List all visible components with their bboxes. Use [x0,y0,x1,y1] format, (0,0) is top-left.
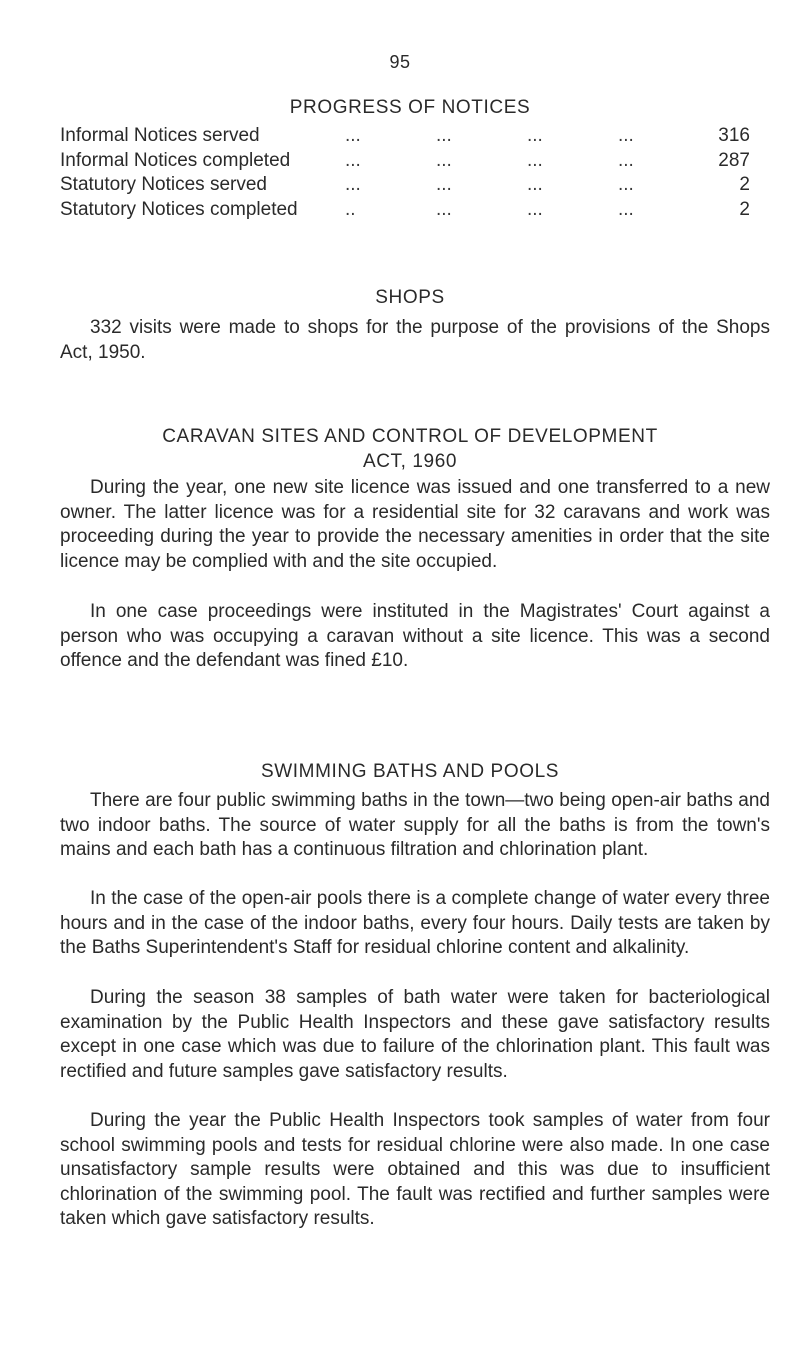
caravan-paragraph: During the year, one new site licence was issued and one transferred to a new owner. The latter licence was for a residential site for 32 caravans and work was proceeding during the year to provide the necessary amenities in order that the site licence may be complied with and the site occupied. [60,477,770,572]
notice-label: Informal Notices completed [60,149,291,171]
leader-dots: ... ... ... ... [345,125,634,146]
notice-label: Informal Notices served [60,125,260,146]
swimming-heading: SWIMMING BATHS AND POOLS [260,761,560,782]
swimming-paragraph: In the case of the open-air pools there is a complete change of water every three hours and in the case of the indoor baths, every four hours. Daily tests are taken by the Baths Superintendent's Staff for residual chlorine content and alkalinity. [60,888,770,959]
leader-dots: .. ... ... ... [345,198,634,220]
shops-heading: SHOPS [375,287,445,308]
notice-row [60,124,770,149]
swimming-paragraph: There are four public swimming baths in the town—two being open-air baths and two indoor baths. The source of water supply for all the baths is from the town's mains and each bath has a continuous filtration and chlorination plant. [60,790,770,861]
caravan-heading-line1: CARAVAN SITES AND CONTROL OF DEVELOPMENT [162,426,658,447]
leader-dots: ... ... ... ... [345,174,634,196]
notices-table [60,124,770,222]
notice-value: 2 [739,198,750,220]
shops-paragraph: 332 visits were made to shops for the purpose of the provisions of the Shops Act, 1950. [60,317,770,363]
notice-value: 316 [718,125,750,146]
caravan-paragraph: In one case proceedings were instituted in the Magistrates' Court against a person who was occupying a caravan without a site licence. This was a second offence and the defendant was fined £10. [60,601,770,672]
leader-dots: ... ... ... ... [345,149,634,171]
notice-label: Statutory Notices completed [60,198,298,220]
notice-value: 2 [739,174,750,196]
page-number: 95 [389,52,411,72]
notice-row [60,198,770,223]
swimming-paragraph: During the year the Public Health Inspectors took samples of water from four school swimming pools and tests for residual chlorine were also made. In one case unsatisfactory sample results were obtained and this was due to insufficient chlorination of the swimming pool. The fault was rectified and further samples were taken which gave satisfactory results. [60,1110,770,1230]
notice-row [60,173,770,198]
caravan-heading-line2: ACT, 1960 [362,451,458,472]
progress-of-notices-heading: PROGRESS OF NOTICES [289,97,531,118]
notice-label: Statutory Notices served [60,174,267,196]
notice-row [60,149,770,174]
notice-value: 287 [718,149,750,171]
swimming-paragraph: During the season 38 samples of bath water were taken for bacteriological examination by the Public Health Inspectors and these gave satisfactory results except in one case which was due to failure of the chlorination plant. This fault was rectified and future samples gave satisfactory results. [60,987,770,1082]
